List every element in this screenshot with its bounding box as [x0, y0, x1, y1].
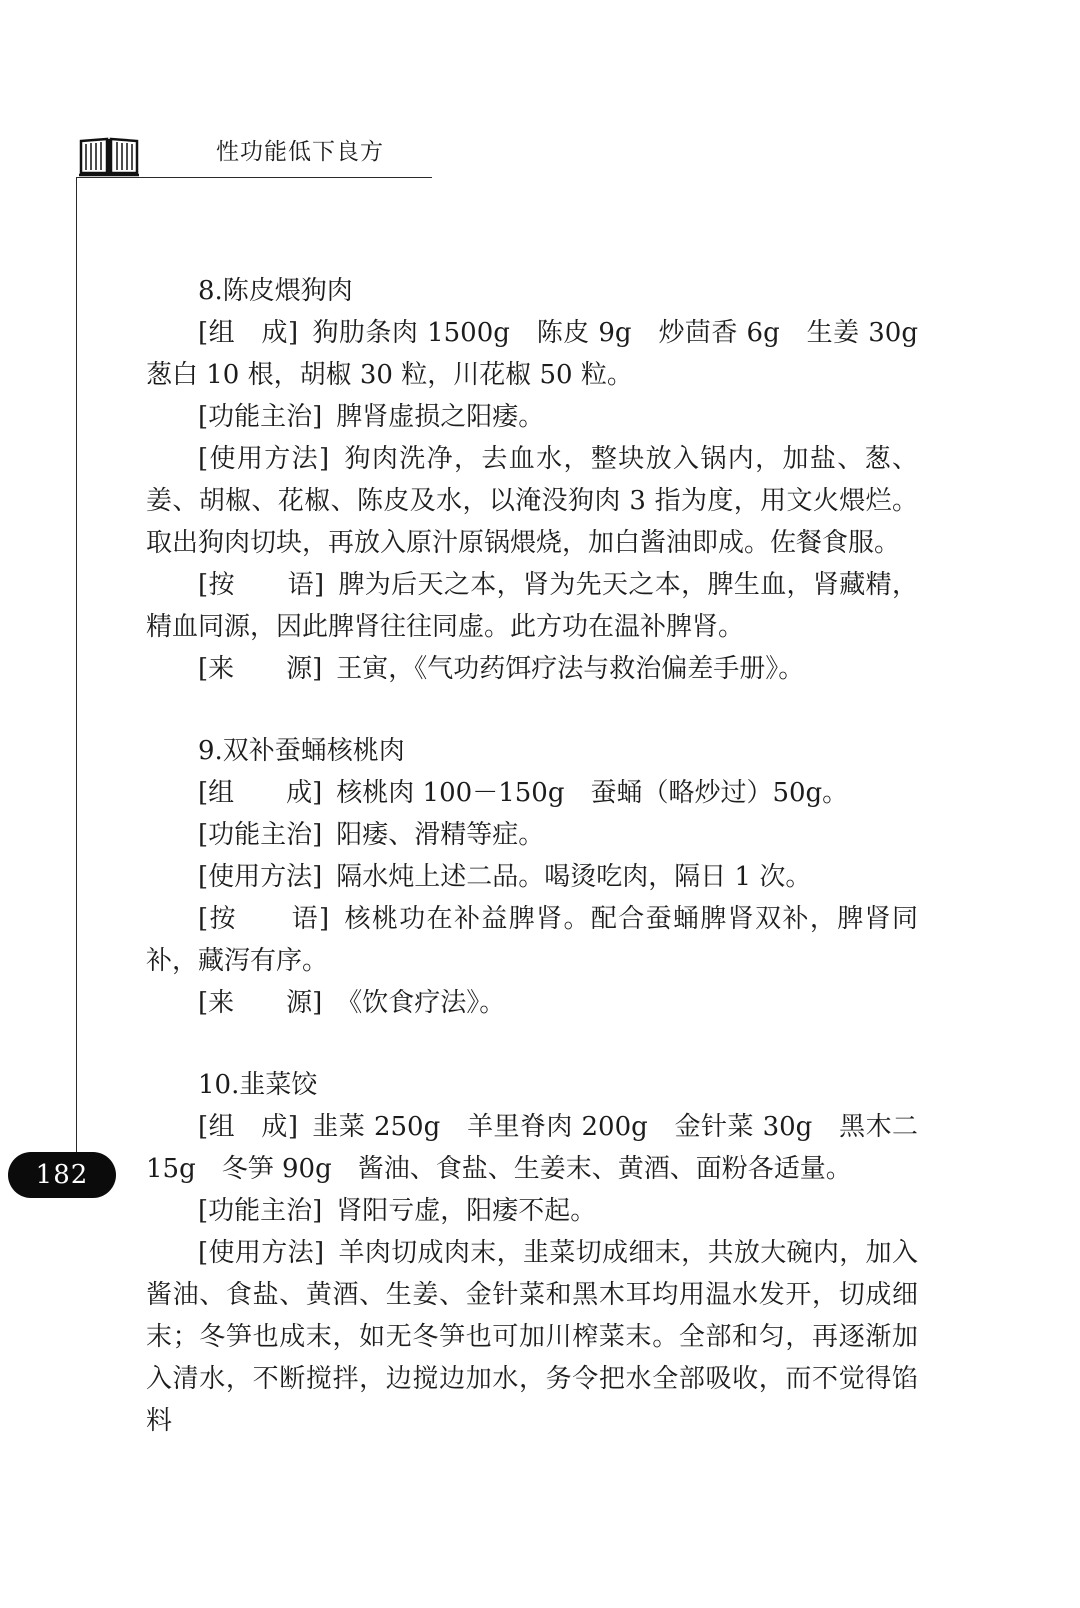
- section-label: [功能主治]: [198, 1196, 323, 1226]
- section-text: 脾肾虚损之阳痿。: [336, 402, 545, 432]
- recipe-section-source: [146, 648, 918, 690]
- running-title: 性功能低下良方: [216, 139, 384, 165]
- recipe-section-indications: [146, 1190, 918, 1232]
- header-rule: [76, 177, 432, 178]
- section-text: 阳痿、滑精等症。: [336, 820, 545, 850]
- recipe-entry: [146, 270, 918, 690]
- section-text: 狗肋条肉 1500g 陈皮 9g 炒茴香 6g 生姜 30g 葱白 10 根，胡椒 30 粒，川花椒 50 粒。: [146, 318, 918, 390]
- recipe-title: 8.陈皮煨狗肉: [198, 276, 353, 306]
- section-label: [组 成]: [198, 778, 323, 808]
- recipe-entry: [146, 730, 918, 1024]
- section-label: [使用方法]: [198, 862, 323, 892]
- section-label: [来 源]: [198, 654, 323, 684]
- recipe-list: [146, 270, 918, 1482]
- recipe-section-indications: [146, 814, 918, 856]
- section-text: 核桃功在补益脾肾。配合蚕蛹脾肾双补，脾肾同补，藏泻有序。: [146, 904, 918, 976]
- recipe-section-note: [146, 564, 918, 648]
- recipe-section-usage: [146, 438, 918, 564]
- recipe-section-usage: [146, 856, 918, 898]
- open-book-icon: [78, 135, 140, 177]
- section-text: 核桃肉 100－150g 蚕蛹（略炒过）50g。: [336, 778, 849, 808]
- section-label: [功能主治]: [198, 402, 323, 432]
- section-text: 韭菜 250g 羊里脊肉 200g 金针菜 30g 黑木二 15g 冬笋 90g 酱油、食盐、生姜末、黄酒、面粉各适量。: [146, 1112, 918, 1184]
- section-text: 肾阳亏虚，阳痿不起。: [336, 1196, 597, 1226]
- section-text: 羊肉切成肉末，韭菜切成细末，共放大碗内，加入酱油、食盐、黄酒、生姜、金针菜和黑木耳均用温水发开，切成细末；冬笋也成末，如无冬笋也可加川榨菜末。全部和匀，再逐渐加入清水，不断搅拌，边搅边加水，务令把水全部吸收，而不觉得馅料: [146, 1238, 918, 1436]
- section-label: [按 语]: [198, 570, 325, 600]
- recipe-section-ingredients: [146, 312, 918, 396]
- margin-rule: [76, 177, 77, 1177]
- page-number-tab: [8, 1152, 116, 1198]
- section-label: [来 源]: [198, 988, 323, 1018]
- recipe-section-ingredients: [146, 1106, 918, 1190]
- recipe-section-source: [146, 982, 918, 1024]
- recipe-section-note: [146, 898, 918, 982]
- section-text: 狗肉洗净，去血水，整块放入锅内，加盐、葱、姜、胡椒、花椒、陈皮及水，以淹没狗肉 3 指为度，用文火煨烂。取出狗肉切块，再放入原汁原锅煨烧，加白酱油即成。佐餐食服。: [146, 444, 918, 558]
- section-label: [使用方法]: [198, 444, 330, 474]
- section-text: 隔水炖上述二品。喝烫吃肉，隔日 1 次。: [336, 862, 812, 892]
- section-label: [组 成]: [198, 318, 299, 348]
- page-number: 182: [35, 1160, 89, 1190]
- recipe-section-ingredients: [146, 772, 918, 814]
- section-label: [按 语]: [198, 904, 330, 934]
- section-text: 《饮食疗法》。: [336, 988, 506, 1018]
- recipe-title: 10.韭菜饺: [198, 1070, 318, 1100]
- section-text: 王寅，《气功药饵疗法与救治偏差手册》。: [336, 654, 805, 684]
- recipe-title: 9.双补蚕蛹核桃肉: [198, 736, 405, 766]
- section-label: [组 成]: [198, 1112, 298, 1142]
- section-label: [使用方法]: [198, 1238, 325, 1268]
- section-text: 脾为后天之本，肾为先天之本，脾生血，肾藏精，精血同源，因此脾肾往往同虚。此方功在温补脾肾。: [146, 570, 918, 642]
- recipe-section-indications: [146, 396, 918, 438]
- recipe-entry: [146, 1064, 918, 1442]
- recipe-section-usage: [146, 1232, 918, 1442]
- section-label: [功能主治]: [198, 820, 323, 850]
